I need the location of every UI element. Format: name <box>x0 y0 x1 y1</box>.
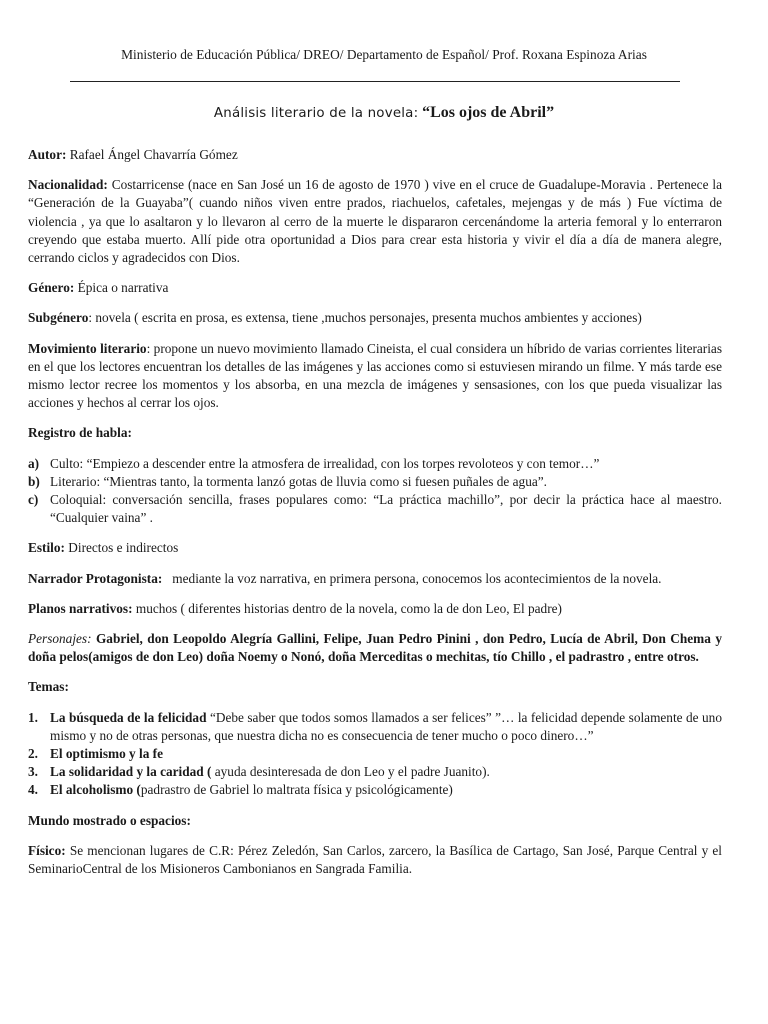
subgenre-label: Subgénero <box>28 310 89 326</box>
theme-title: La búsqueda de la felicidad <box>50 709 207 725</box>
list-marker: 4. <box>28 782 38 798</box>
list-item <box>28 473 722 491</box>
genre-paragraph <box>28 279 722 297</box>
characters-label: Personajes: <box>28 631 92 647</box>
physical-value: Se mencionan lugares de C.R: Pérez Zeledón, San Carlos, zarcero, la Basílica de Cartago, San José, Parque Central y el SeminarioCentral de los Misioneros Cambonianos en Sangrada Familia. <box>28 842 722 877</box>
list-marker: a) <box>28 455 40 471</box>
planes-value: muchos ( diferentes historias dentro de la novela, como la de don Leo, El padre) <box>135 600 562 616</box>
subgenre-paragraph <box>28 309 722 327</box>
list-item-text: Literario: “Mientras tanto, la tormenta lanzó gotas de lluvia como si fuesen puñales de agua”. <box>50 473 547 489</box>
list-marker: 3. <box>28 764 38 780</box>
theme-text: padrastro de Gabriel lo maltrata física y psicológicamente) <box>140 782 453 798</box>
list-marker: c) <box>28 492 39 508</box>
author-paragraph <box>28 146 722 164</box>
list-item-text: Culto: “Empiezo a descender entre la atmosfera de irrealidad, con los torpes revoloteos y con temor…” <box>50 455 600 471</box>
list-item <box>28 745 722 763</box>
narrator-paragraph <box>28 570 722 588</box>
characters-value: Gabriel, don Leopoldo Alegría Gallini, Felipe, Juan Pedro Pinini , don Pedro, Lucía de Abril, Don Chema y doña pelos(amigos de don Leo) doña Noemy o Nonó, doña Merceditas o mechitas, tío Chillo , el padrastro , entre otros. <box>28 631 722 665</box>
movement-value: : propone un nuevo movimiento llamado Cineista, el cual considera un híbrido de varias corrientes literarias en el que los lectores encuentran los detalles de las imágenes y las acciones como si estuviesen mirando un filme. Y más tarde ese mismo lector recree los momentos y los absorba, en una mezcla de imágenes y sensasiones, con los que pueda visualizar las acciones y hechos al cerrar los ojos. <box>28 340 722 411</box>
themes-list <box>28 709 722 800</box>
header-rule <box>70 81 680 82</box>
list-item <box>28 781 722 799</box>
list-item <box>28 455 722 473</box>
genre-value: Épica o narrativa <box>77 280 169 296</box>
list-item <box>28 763 722 781</box>
style-label: Estilo: <box>28 540 65 556</box>
movement-paragraph <box>28 340 722 413</box>
physical-label: Físico: <box>28 842 66 858</box>
world-label: Mundo mostrado o espacios: <box>28 812 191 828</box>
nationality-value: Costarricense (nace en San José un 16 de agosto de 1970 ) vive en el cruce de Guadalupe-Moravia . Pertenece la “Generación de la Guayaba”( cuando niños viven entre prados, riachuelos, cafetales, mejengas y de más ) Fue víctima de violencia , ya que lo asaltaron y lo llevaron al cerro de la muerte le dispararon cercenándome la arteria femoral y lo enterraron creyendo que estaba muerto. Allí pide otra oportunidad a Dios para crear esta historia y vivir el día a día de manera alegre, cerrando ciclos y agradecidos con Dios. <box>28 177 723 266</box>
register-list <box>28 455 722 528</box>
theme-title: El optimismo y la fe <box>50 746 164 762</box>
document-title <box>0 104 768 122</box>
planes-label: Planos narrativos: <box>28 600 133 616</box>
novel-name: “Los ojos de Abril” <box>422 104 555 121</box>
list-item <box>28 709 722 745</box>
style-value: Directos e indirectos <box>68 540 179 556</box>
register-label: Registro de habla: <box>28 425 132 441</box>
list-item-text: Coloquial: conversación sencilla, frases populares como: “La práctica machillo”, por decir la práctica hace al maestro. “Cualquier vaina” . <box>50 492 722 526</box>
themes-label: Temas: <box>28 679 69 695</box>
register-heading <box>28 424 722 442</box>
physical-paragraph <box>28 842 722 878</box>
world-heading <box>28 812 722 830</box>
page-header: Ministerio de Educación Pública/ DREO/ Departamento de Español/ Prof. Roxana Espinoza Arias <box>121 47 647 62</box>
document-body <box>28 146 722 890</box>
theme-text: ayuda desinteresada de don Leo y el padre Juanito). <box>211 764 490 780</box>
list-item <box>28 491 722 527</box>
narrator-value: mediante la voz narrativa, en primera persona, conocemos los acontecimientos de la novela. <box>172 570 662 586</box>
list-marker: b) <box>28 473 40 489</box>
style-paragraph <box>28 539 722 557</box>
author-value: Rafael Ángel Chavarría Gómez <box>69 147 238 162</box>
theme-title: El alcoholismo ( <box>50 782 141 798</box>
characters-paragraph <box>28 630 722 666</box>
theme-text: “Debe saber que todos somos llamados a ser felices” ”… la felicidad depende solamente de uno mismo y no de otras personas, que nuestra dicha no es consecuencia de tener mucho o poco dinero…” <box>50 709 722 743</box>
nationality-paragraph <box>28 176 722 267</box>
movement-label: Movimiento literario <box>28 340 147 356</box>
subgenre-value: : novela ( escrita en prosa, es extensa, tiene ,muchos personajes, presenta muchos ambientes y acciones) <box>88 310 642 326</box>
theme-title: La solidaridad y la caridad ( <box>50 764 212 780</box>
author-label: Autor: <box>28 147 67 162</box>
list-marker: 1. <box>28 709 38 725</box>
genre-label: Género: <box>28 280 75 296</box>
nationality-label: Nacionalidad: <box>28 177 108 193</box>
list-marker: 2. <box>28 746 38 762</box>
narrator-label: Narrador Protagonista: <box>28 570 163 586</box>
planes-paragraph <box>28 600 722 618</box>
title-lead: Análisis literario de la novela: <box>213 106 419 121</box>
themes-heading <box>28 678 722 696</box>
